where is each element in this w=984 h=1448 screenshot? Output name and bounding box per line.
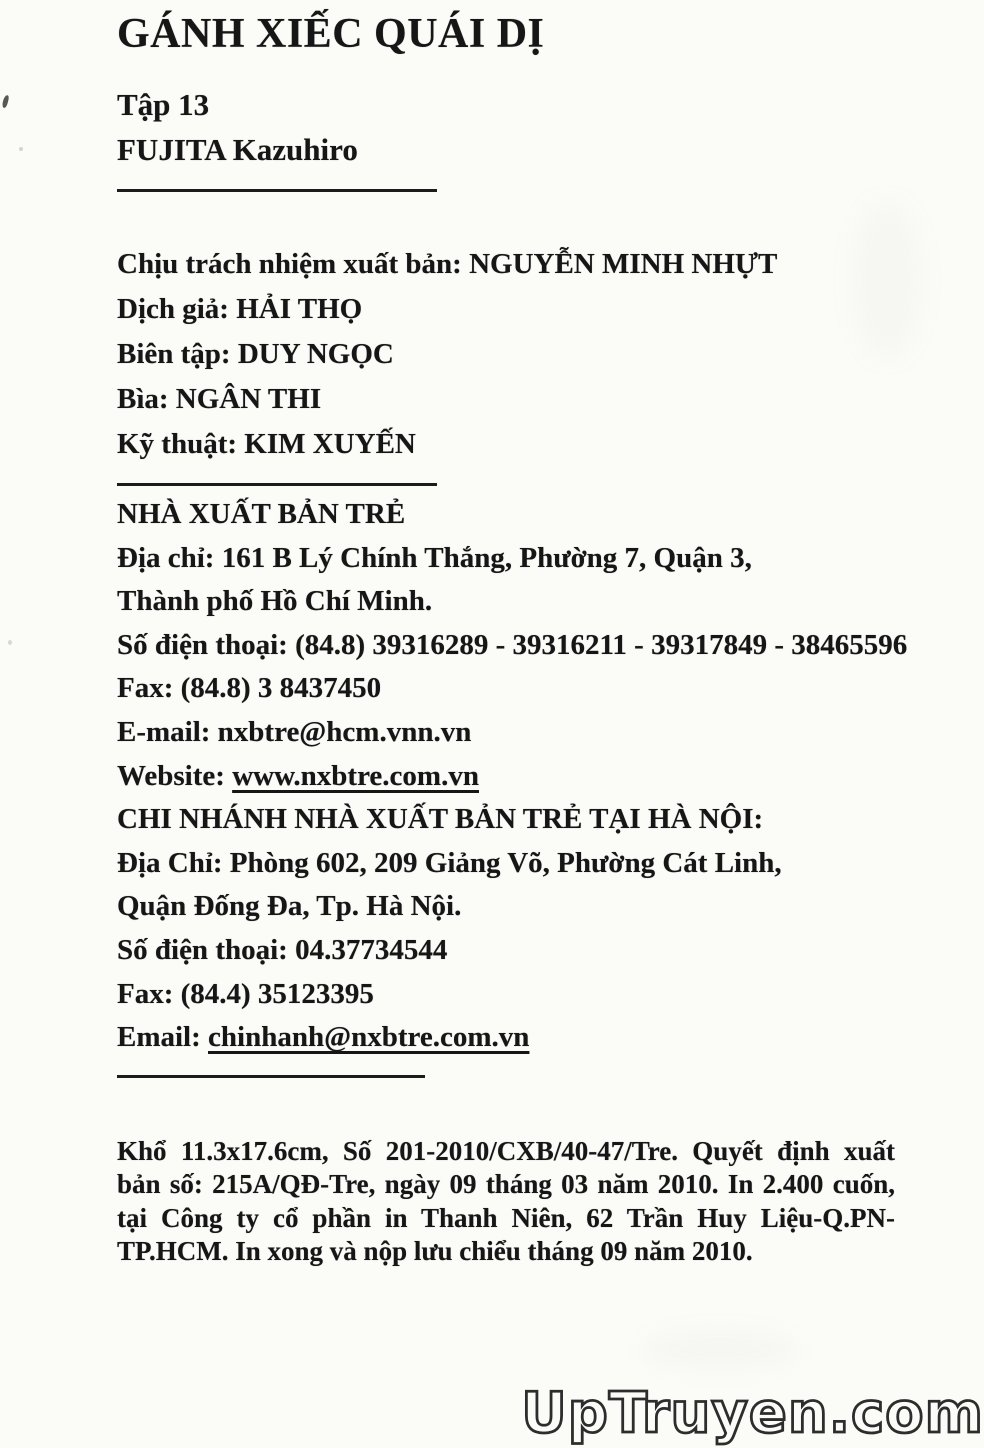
branch-phone: Số điện thoại: 04.37734544 [117,933,448,966]
scan-smudge [640,1330,800,1370]
website-label: Website: [117,759,233,792]
imprint-paragraph: Khổ 11.3x17.6cm, Số 201-2010/CXB/40-47/Tre. Quyết định xuất bản số: 215A/QĐ-Tre, ngày 09 tháng 03 năm 2010. In 2.400 cuốn, tại Công ty cổ phần in Thanh Niên, 62 Trần Huy Liệu-Q.PN-TP.HCM. In xong và nộp lưu chiểu tháng 09 năm 2010. [117,1135,895,1267]
volume-number: Tập 13 [117,87,210,122]
branch-address-2: Quận Đống Đa, Tp. Hà Nội. [117,890,462,923]
divider-rule [117,189,437,192]
scan-speck [2,95,10,109]
credits-block [117,242,957,467]
credit-translator: Dịch giả: HẢI THỌ [117,293,363,325]
credit-editor: Biên tập: DUY NGỌC [117,338,394,370]
branch-address-1: Địa Chỉ: Phòng 602, 209 Giảng Võ, Phường Cát Linh, [117,846,782,879]
branch-fax: Fax: (84.4) 35123395 [117,977,374,1010]
watermark-uptruyen: UpTruyen.com [521,1381,984,1446]
branch-heading: CHI NHÁNH NHÀ XUẤT BẢN TRẺ TẠI HÀ NỘI: [117,803,764,836]
volume-author-block [117,82,957,172]
branch-email-line [117,1016,957,1060]
credit-cover: Bìa: NGÂN THI [117,383,322,415]
author-name: FUJITA Kazuhiro [117,132,358,167]
branch-email-url: chinhanh@nxbtre.com.vn [208,1021,530,1054]
publisher-block [117,493,957,1060]
publisher-fax: Fax: (84.8) 3 8437450 [117,672,382,705]
publisher-website-line [117,755,957,799]
publisher-address-2: Thành phố Hồ Chí Minh. [117,585,433,618]
publisher-email: E-mail: nxbtre@hcm.vnn.vn [117,715,472,748]
page-content [117,0,957,1269]
publisher-website-url: www.nxbtre.com.vn [232,759,479,792]
publisher-name: NHÀ XUẤT BẢN TRẺ [117,498,406,530]
credit-technical: Kỹ thuật: KIM XUYẾN [117,428,416,460]
credit-responsible: Chịu trách nhiệm xuất bản: NGUYỄN MINH NHỰT [117,248,778,280]
divider-rule [117,483,437,486]
email-label: Email: [117,1021,209,1054]
publisher-phone: Số điện thoại: (84.8) 39316289 - 39316211 - 39317849 - 38465596 [117,628,908,661]
scan-speck [19,147,23,151]
divider-rule [117,1075,425,1078]
scan-speck [8,640,12,645]
book-title: GÁNH XIẾC QUÁI DỊ [117,11,545,57]
publisher-address-1: Địa chỉ: 161 B Lý Chính Thắng, Phường 7, Quận 3, [117,541,752,574]
